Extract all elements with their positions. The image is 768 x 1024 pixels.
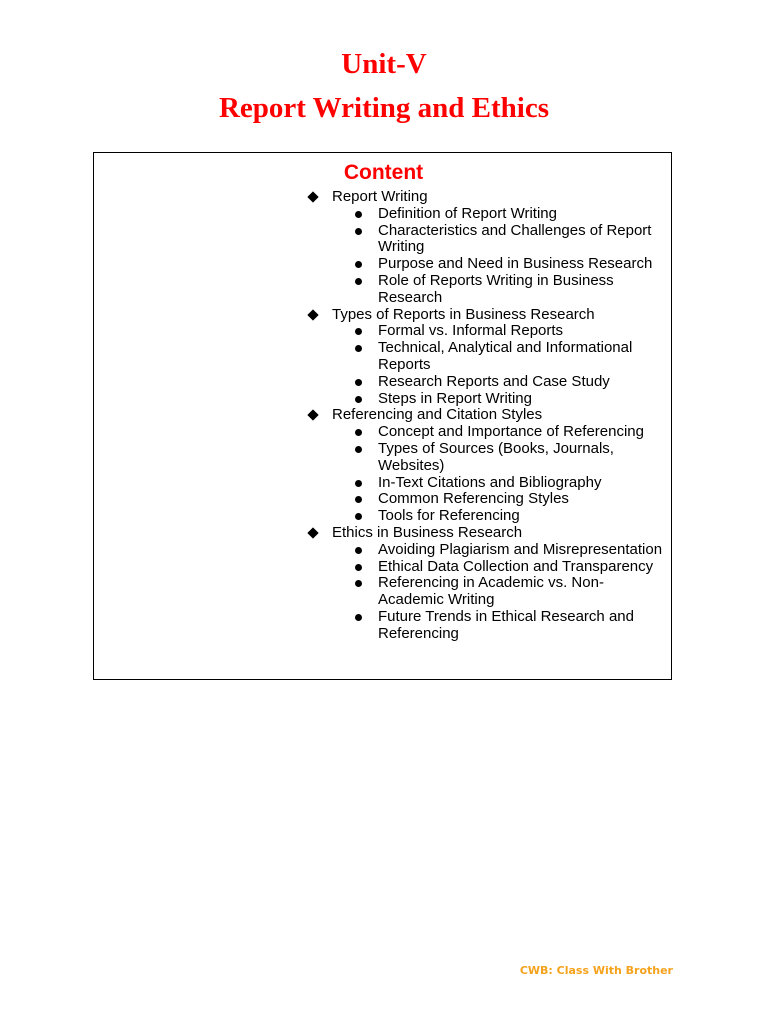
list-item (307, 491, 667, 508)
bullet-icon (355, 547, 362, 554)
section-items (307, 206, 667, 307)
bullet-icon (355, 429, 362, 436)
section-heading (307, 525, 667, 542)
diamond-icon (307, 410, 318, 421)
bullet-icon (355, 496, 362, 503)
diamond-icon (307, 309, 318, 320)
list-item (307, 475, 667, 492)
list-item-text: Avoiding Plagiarism and Misrepresentation (378, 540, 663, 558)
list-item-text: Common Referencing Styles (378, 490, 569, 508)
bullet-icon (355, 513, 362, 520)
list-item (307, 575, 667, 609)
bullet-icon (355, 261, 362, 268)
list-item (307, 323, 667, 340)
bullet-icon (355, 278, 362, 285)
list-item (307, 559, 667, 576)
list-item-text: Technical, Analytical and Informational Reports (378, 339, 633, 373)
list-item-text: Research Reports and Case Study (378, 372, 610, 390)
list-item-text: Types of Sources (Books, Journals, Websites) (378, 439, 614, 474)
section-heading-text: Referencing and Citation Styles (332, 406, 543, 424)
outline-section (307, 525, 667, 643)
outline-section (307, 307, 667, 408)
section-heading (307, 307, 667, 324)
list-item (307, 441, 667, 475)
bullet-icon (355, 345, 362, 352)
unit-title: Unit-V (341, 48, 427, 80)
bullet-icon (355, 446, 362, 453)
list-item-text: Definition of Report Writing (378, 204, 557, 222)
section-items (307, 424, 667, 525)
footer-brand: CWB: Class With Brother (519, 964, 673, 977)
list-item-text: Formal vs. Informal Reports (378, 322, 564, 340)
bullet-icon (355, 379, 362, 386)
list-item (307, 223, 667, 257)
list-item (307, 609, 667, 643)
section-heading-text: Report Writing (332, 188, 428, 205)
section-items (307, 323, 667, 407)
list-item-text: Tools for Referencing (378, 507, 520, 525)
diamond-icon (307, 527, 318, 538)
bullet-icon (355, 480, 362, 487)
list-item (307, 424, 667, 441)
list-item (307, 391, 667, 408)
outline-section (307, 407, 667, 525)
diamond-icon (307, 191, 318, 202)
section-heading (307, 189, 667, 206)
list-item-text: In-Text Citations and Bibliography (378, 473, 602, 491)
list-item-text: Referencing in Academic vs. Non-Academic Writing (378, 574, 604, 609)
list-item-text: Ethical Data Collection and Transparency (378, 557, 654, 575)
section-items (307, 542, 667, 643)
list-item (307, 508, 667, 525)
outline-section (307, 189, 667, 307)
bullet-icon (355, 580, 362, 587)
bullet-icon (355, 211, 362, 218)
list-item (307, 273, 667, 307)
list-item-text: Characteristics and Challenges of Report Writing (378, 221, 652, 256)
unit-subtitle: Report Writing and Ethics (218, 92, 550, 124)
list-item-text: Future Trends in Ethical Research and Referencing (378, 607, 634, 642)
list-item (307, 256, 667, 273)
section-heading-text: Ethics in Business Research (332, 523, 523, 541)
bullet-icon (355, 614, 362, 621)
bullet-icon (355, 564, 362, 571)
bullet-icon (355, 328, 362, 335)
list-item (307, 340, 667, 374)
bullet-icon (355, 396, 362, 403)
list-item (307, 206, 667, 223)
content-box (93, 152, 672, 680)
list-item (307, 542, 667, 559)
content-list (307, 189, 667, 643)
list-item-text: Steps in Report Writing (378, 389, 532, 407)
list-item-text: Purpose and Need in Business Research (378, 255, 653, 273)
bullet-icon (355, 228, 362, 235)
section-heading (307, 407, 667, 424)
list-item-text: Role of Reports Writing in Business Research (378, 271, 614, 306)
section-heading-text: Types of Reports in Business Research (332, 305, 595, 323)
list-item (307, 374, 667, 391)
content-heading: Content (343, 161, 424, 184)
list-item-text: Concept and Importance of Referencing (378, 423, 644, 441)
